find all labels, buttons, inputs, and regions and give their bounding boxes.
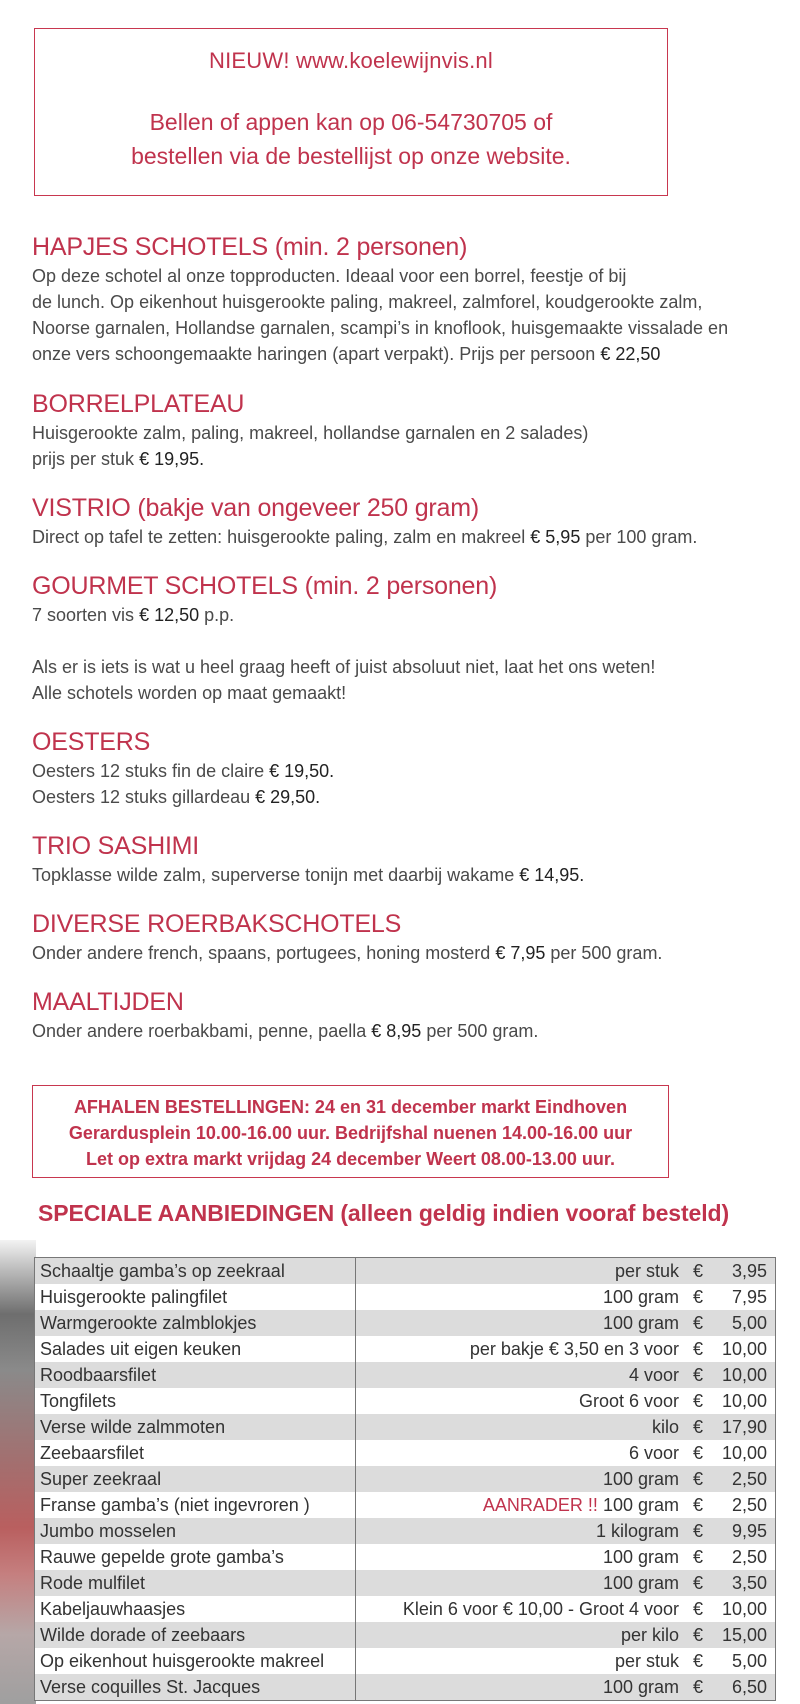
product-unit: 100 gram [356, 1544, 692, 1570]
product-name: Rode mulfilet [35, 1570, 356, 1596]
contact-line-1: Bellen of appen kan op 06-54730705 of [149, 109, 553, 135]
product-unit: AANRADER !! 100 gram [356, 1492, 692, 1518]
price: € 29,50. [255, 787, 321, 807]
product-name: Schaaltje gamba’s op zeekraal [35, 1258, 356, 1285]
offers-table [34, 1257, 776, 1701]
section-oesters [32, 726, 772, 810]
website-link[interactable]: NIEUW! www.koelewijnvis.nl [209, 48, 493, 73]
product-price: € 6,50 [691, 1674, 776, 1701]
price: € 14,95. [519, 865, 585, 885]
product-name: Verse wilde zalmmoten [35, 1414, 356, 1440]
product-price: € 10,00 [691, 1336, 776, 1362]
section-hapjes [32, 231, 772, 367]
section-text: Oesters 12 stuks fin de claire € 19,50. Oesters 12 stuks gillardeau € 29,50. [32, 761, 335, 807]
section-text: Topklasse wilde zalm, superverse tonijn met daarbij wakame € 14,95. [32, 865, 585, 885]
table-row [35, 1518, 776, 1544]
section-title: MAALTIJDEN [32, 988, 184, 1016]
product-price: € 15,00 [691, 1622, 776, 1648]
product-price: € 3,50 [691, 1570, 776, 1596]
table-row [35, 1544, 776, 1570]
product-unit: 6 voor [356, 1440, 692, 1466]
product-unit: 100 gram [356, 1310, 692, 1336]
product-price: € 10,00 [691, 1388, 776, 1414]
pickup-notice [32, 1085, 669, 1178]
product-name: Wilde dorade of zeebaars [35, 1622, 356, 1648]
price: € 8,95 [371, 1021, 422, 1041]
product-price: € 10,00 [691, 1596, 776, 1622]
section-title: BORRELPLATEAU [32, 390, 245, 418]
product-unit: 4 voor [356, 1362, 692, 1388]
section-vistrio [32, 492, 772, 550]
product-price: € 3,95 [691, 1258, 776, 1285]
product-price: € 10,00 [691, 1362, 776, 1388]
contact-line-2: bestellen via de bestellijst op onze website. [131, 143, 571, 169]
product-name: Rauwe gepelde grote gamba’s [35, 1544, 356, 1570]
section-text: 7 soorten vis € 12,50 p.p. [32, 605, 235, 625]
offers-title: SPECIALE AANBIEDINGEN (alleen geldig indien vooraf besteld) [38, 1200, 730, 1226]
table-row [35, 1284, 776, 1310]
product-name: Tongfilets [35, 1388, 356, 1414]
table-row [35, 1570, 776, 1596]
product-price: € 5,00 [691, 1310, 776, 1336]
product-name: Jumbo mosselen [35, 1518, 356, 1544]
section-roerbak [32, 908, 772, 966]
price: € 19,95. [139, 449, 205, 469]
product-name: Super zeekraal [35, 1466, 356, 1492]
section-title: OESTERS [32, 728, 151, 756]
product-name: Salades uit eigen keuken [35, 1336, 356, 1362]
background-photo [0, 1240, 36, 1704]
section-text: Direct op tafel te zetten: huisgerookte paling, zalm en makreel € 5,95 per 100 gram. [32, 527, 698, 547]
table-row [35, 1258, 776, 1285]
product-unit: 100 gram [356, 1466, 692, 1492]
product-unit: per bakje € 3,50 en 3 voor [356, 1336, 692, 1362]
product-unit: 100 gram [356, 1570, 692, 1596]
product-name: Roodbaarsfilet [35, 1362, 356, 1388]
section-title: HAPJES SCHOTELS (min. 2 personen) [32, 233, 468, 261]
product-name: Op eikenhout huisgerookte makreel [35, 1648, 356, 1674]
product-unit: 100 gram [356, 1284, 692, 1310]
product-name: Verse coquilles St. Jacques [35, 1674, 356, 1701]
note [32, 654, 772, 706]
product-unit: kilo [356, 1414, 692, 1440]
section-title: VISTRIO (bakje van ongeveer 250 gram) [32, 494, 479, 522]
product-unit: Klein 6 voor € 10,00 - Groot 4 voor [356, 1596, 692, 1622]
section-gourmet [32, 570, 772, 628]
section-borrelplateau [32, 388, 772, 472]
section-title: TRIO SASHIMI [32, 832, 200, 860]
product-unit: 100 gram [356, 1674, 692, 1701]
section-maaltijden [32, 986, 772, 1044]
section-text: Op deze schotel al onze topproducten. Ideaal voor een borrel, feestje of bij de lunch. Op eikenhout huisgerookte paling, makreel, zalmforel, koudgerookte zalm, Noorse garnalen, Hollandse garnalen, scampi’s in knoflook, huisgemaakte vissalade en onze vers schoongemaakte haringen (apart verpakt). Prijs per persoon € 22,50 [32, 266, 729, 364]
section-text: Onder andere roerbakbami, penne, paella € 8,95 per 500 gram. [32, 1021, 539, 1041]
table-row [35, 1648, 776, 1674]
table-row [35, 1492, 776, 1518]
table-row [35, 1466, 776, 1492]
table-row [35, 1336, 776, 1362]
price: € 12,50 [139, 605, 200, 625]
product-price: € 5,00 [691, 1648, 776, 1674]
product-unit: per stuk [356, 1258, 692, 1285]
table-row [35, 1674, 776, 1701]
table-row [35, 1362, 776, 1388]
product-name: Warmgerookte zalmblokjes [35, 1310, 356, 1336]
product-price: € 2,50 [691, 1466, 776, 1492]
pickup-line-3: Let op extra markt vrijdag 24 december Weert 08.00-13.00 uur. [86, 1149, 615, 1169]
product-name: Zeebaarsfilet [35, 1440, 356, 1466]
section-text: Onder andere french, spaans, portugees, honing mosterd € 7,95 per 500 gram. [32, 943, 663, 963]
pickup-line-1: AFHALEN BESTELLINGEN: 24 en 31 december markt Eindhoven [73, 1097, 628, 1117]
product-price: € 17,90 [691, 1414, 776, 1440]
table-row [35, 1596, 776, 1622]
product-price: € 10,00 [691, 1440, 776, 1466]
table-row [35, 1440, 776, 1466]
pickup-line-2: Gerardusplein 10.00-16.00 uur. Bedrijfshal nuenen 14.00-16.00 uur [68, 1123, 633, 1143]
product-price: € 7,95 [691, 1284, 776, 1310]
contact-banner [34, 28, 668, 196]
product-price: € 2,50 [691, 1544, 776, 1570]
product-name: Kabeljauwhaasjes [35, 1596, 356, 1622]
note-text: Als er is iets is wat u heel graag heeft of juist absoluut niet, laat het ons weten! Alle schotels worden op maat gemaakt! [32, 657, 656, 703]
section-title: GOURMET SCHOTELS (min. 2 personen) [32, 572, 498, 600]
product-unit: 1 kilogram [356, 1518, 692, 1544]
section-title: DIVERSE ROERBAKSCHOTELS [32, 910, 402, 938]
section-sashimi [32, 830, 772, 888]
product-unit: per kilo [356, 1622, 692, 1648]
product-unit: per stuk [356, 1648, 692, 1674]
price: € 5,95 [530, 527, 581, 547]
recommend-badge: AANRADER !! [482, 1495, 598, 1515]
table-row [35, 1622, 776, 1648]
product-price: € 2,50 [691, 1492, 776, 1518]
table-row [35, 1414, 776, 1440]
product-price: € 9,95 [691, 1518, 776, 1544]
price: € 7,95 [495, 943, 546, 963]
product-name: Franse gamba’s (niet ingevroren ) [35, 1492, 356, 1518]
table-row [35, 1310, 776, 1336]
section-text: Huisgerookte zalm, paling, makreel, hollandse garnalen en 2 salades) prijs per stuk € 19,95. [32, 423, 589, 469]
product-unit: Groot 6 voor [356, 1388, 692, 1414]
price: € 22,50 [600, 344, 661, 364]
table-row [35, 1388, 776, 1414]
product-name: Huisgerookte palingfilet [35, 1284, 356, 1310]
price: € 19,50. [269, 761, 335, 781]
